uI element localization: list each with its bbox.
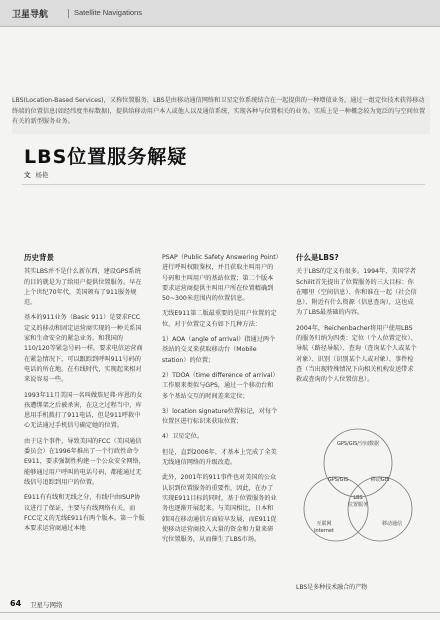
lead-paragraph: LBS(Location-Based Services)，又称位置服务，LBS是由移动通信网络和卫星定位系统结合在一起提供的一种增值业务，通过一组定位技术获得移动终端的位置信息(如经纬度坐标数据)，提供给移动用户本人或他人以及通信系统，实现各种与位置相关的业务。实质上是一种概念较为宽泛的与空间位置有关的新型服务业务。 bbox=[12, 96, 430, 134]
column-1 bbox=[24, 253, 145, 539]
paragraph: 2）TDOA（time difference of arrival）工作原来类似与GPS，通过一个移动台和多个基站交互的时间差来定位； bbox=[162, 371, 279, 400]
page-header bbox=[0, 0, 440, 26]
column-2 bbox=[162, 253, 279, 550]
article-title: LBS位置服务解疑 bbox=[24, 146, 188, 168]
lbs-venn-diagram bbox=[296, 425, 420, 570]
title-rule bbox=[22, 184, 425, 185]
footer-rule bbox=[0, 612, 440, 613]
paragraph: 由于这个事件，导致美国的FCC（美国通信委员会）在1996年推出了一个行政性命令E911，要求强制性构建一个公众安全网络，能够通过用户呼叫的电话号码，都能通过无线信号追踪到用户的位置。 bbox=[24, 437, 145, 486]
column-3 bbox=[296, 253, 417, 391]
paragraph: 1）AOA（angle of arrival）指通过两个基站的交叉来获取移动台（Mobile station）的位置； bbox=[162, 336, 276, 364]
section-subtitle: Satellite Navigations bbox=[74, 8, 142, 17]
label-lbs: LBS 位置服务 bbox=[347, 495, 369, 508]
author-prefix: 文 bbox=[24, 171, 31, 179]
label-gps: GPS/GIS/空间数据 bbox=[337, 441, 379, 447]
label-gps-gis: GPS/GIS bbox=[327, 477, 349, 483]
paragraph: PSAP（Public Safety Answering Point）进行呼叫权限鉴权，并且获取主叫用户的号码和主叫用户的基站位置；第二个版本要求运营商提供主叫用户所在位置精确到50~300米范围内的位置信息。 bbox=[162, 254, 279, 303]
paragraph: 基本的911业务（Basic 911）是要求FCC定义的移动和固定运营商实现的一种关系国家和生命安全的紧急业务。和我国的110/120等紧急号码一样。要求电信运营商在紧急情况下，可以跟踪到呼叫911号码的电话的所在地。在有线时代，实现起来相对来说容易一些。 bbox=[24, 314, 143, 384]
author-name: 杨艳 bbox=[35, 171, 49, 179]
label-internet: 互联网 Internet bbox=[314, 521, 334, 534]
paragraph: 关于LBS的定义有很多。1994年，美国学者Schilit首先提出了位置服务的三大目标：你在哪里（空间信息）、你和谁在一起（社会信息）、附近有什么资源（信息查询），这也成为了LBS最基础的内容。 bbox=[296, 268, 417, 317]
paragraph: 其实LBS并不是什么新东西，建设GPS系统的目的就是为了给用户提供位置服务。早在上个世纪70年代，美国颁布了911服务规范。 bbox=[24, 268, 142, 307]
paragraph: 此外，2001年的911事件也对美国的公众认识到位置服务的重要性，因此，在办了实现E911目标的同时，基于位置服务的业务也逐渐开展起来。与美国相比，日本和韩国在移动通信方面较早发展，而E911促使移动运营商投入大量的资金和力量来研究位置服务，从而催生了LBS市场。 bbox=[162, 474, 277, 544]
paragraph: 无线E911第二版最重要的是用户位置的定位，对于位置定义有如下几种方法： bbox=[162, 310, 277, 328]
header-rule bbox=[0, 26, 440, 27]
label-mobile-gis: 移动GIS bbox=[370, 477, 390, 483]
author-line bbox=[24, 170, 49, 179]
paragraph: 但是，直到2006年，才基本上完成了全美无线通信网络的升级改造。 bbox=[162, 448, 277, 467]
paragraph: E911有有线和无线之分，有线中由ISUP协议进行了保证，主要与有线网络有关，而FCC定义的无线E911有两个版本。第一个版本要求运营商通过本地 bbox=[24, 494, 145, 533]
section-title: 卫星导航 bbox=[12, 10, 49, 20]
paragraph: 3）location signature位置标记，对每个位置区进行标识来获取位置； bbox=[162, 407, 278, 426]
paragraph: 2004年，Reichenbacher将用户使用LBS的服务归纳为四类：定位（个人位置定位）、导航（路径导航）、查询（查询某个人或某个对象）、识别（识别某个人或对象）、事件检查（当出现特殊情况下向相关机构发送带求救或查询的个人位置信息）。 bbox=[296, 324, 417, 384]
header-divider bbox=[68, 9, 69, 18]
magazine-name: 卫星与网络 bbox=[30, 601, 63, 609]
label-mobile: 移动通信 bbox=[381, 521, 403, 527]
page-number: 64 bbox=[10, 599, 22, 608]
paragraph: 1993年11月美国一名叫做詹尼弗·库恩的女孩遭绑架之后被杀害，在这之过程当中，库恩用手机拨打了911电话，但是911呼救中心无法通过手机信号确定她的位置。 bbox=[24, 391, 143, 430]
figure-caption: LBS是多种技术融合的产物 bbox=[296, 584, 368, 591]
history-heading: 历史背景 bbox=[24, 253, 54, 262]
what-is-lbs-heading: 什么是LBS? bbox=[296, 253, 339, 262]
paragraph: 4）卫星定位。 bbox=[162, 433, 204, 441]
